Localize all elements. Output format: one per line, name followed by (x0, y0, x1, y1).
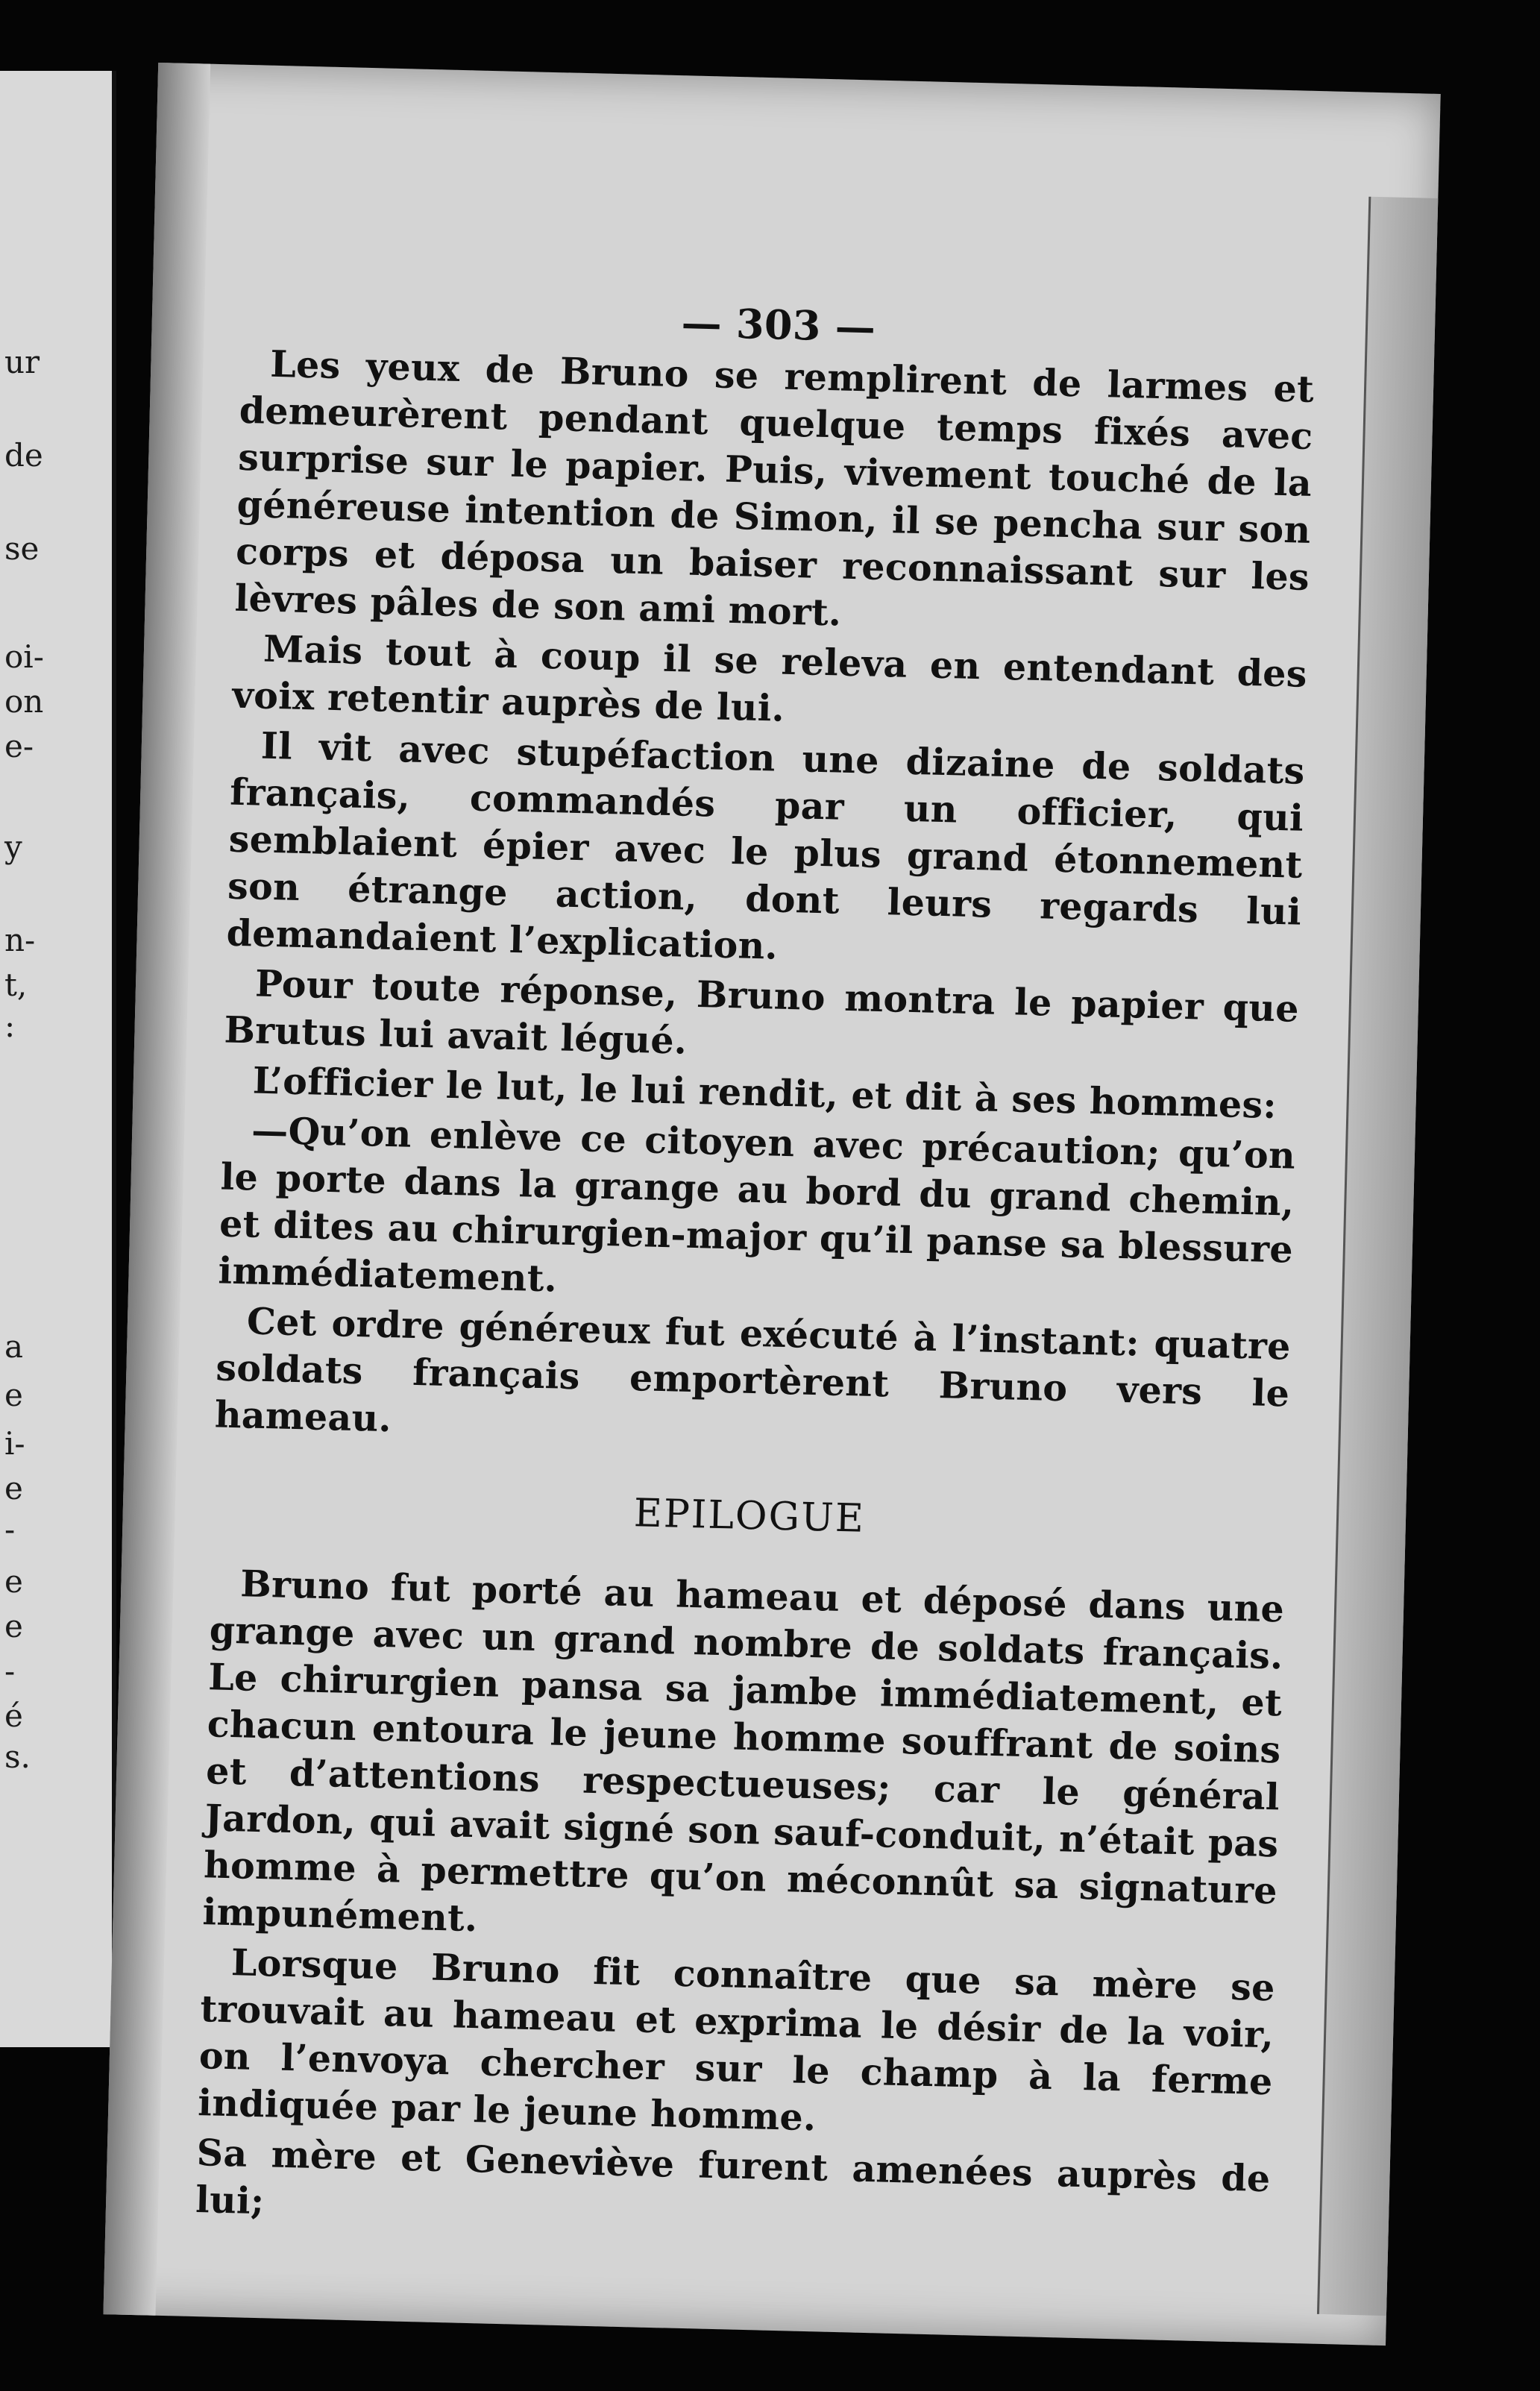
left-fragment: e (4, 1563, 23, 1600)
left-fragment: y (4, 829, 22, 865)
left-fragment: e- (4, 728, 34, 764)
left-fragment: : (4, 1008, 16, 1044)
left-fragment: oi- (4, 638, 44, 675)
left-fragment: se (4, 530, 40, 567)
page-edge (1317, 197, 1438, 2316)
page-gutter (103, 63, 210, 2316)
paragraph: Les yeux de Bruno se remplirent de larmes et demeurèrent pendant quelque temps fixés avec surprise sur le papier. Puis, vivement touché de la généreuse intention de Simon, il se pencha sur son corps et déposa un baiser reconnaissant sur les lèvres pâles de son ami mort. (234, 342, 1315, 635)
paragraph: Cet ordre généreux fut exécuté à l’instant: quatre soldats français emportèrent Bruno vers le hameau. (214, 1299, 1292, 1441)
left-fragment: é (4, 1697, 23, 1734)
left-fragment: s. (4, 1738, 31, 1775)
paragraph: Pour toute réponse, Bruno montra le papier que Brutus lui avait légué. (223, 961, 1300, 1063)
left-fragment: e (4, 1608, 23, 1644)
left-fragment: i- (4, 1425, 25, 1462)
left-fragment: - (4, 1511, 16, 1548)
left-fragment: n- (4, 922, 36, 958)
left-fragment: e (4, 1470, 23, 1506)
left-facing-page (0, 71, 116, 2047)
paragraph: Mais tout à coup il se releva en entendant des voix retentir auprès de lui. (231, 626, 1308, 730)
section-heading: EPILOGUE (633, 1491, 866, 1542)
book-page (103, 63, 1440, 2346)
left-fragment: on (4, 683, 44, 720)
paragraph: L’officier le lut, le lui rendit, et dit à ses hommes: (252, 1058, 1277, 1128)
left-fragment: t, (4, 967, 28, 1003)
dialogue-paragraph: —Qu’on enlève ce citoyen avec précaution; qu’on le porte dans la grange au bord du grand chemin, et dites au chirurgien-major qu’il panse sa blessure immédiatement. (218, 1108, 1296, 1301)
epilogue-paragraph: Lorsque Bruno fit connaître que sa mère se trouvait au hameau et exprima le désir de la voir, on l’envoya chercher sur le champ à la ferme indiquée par le jeune homme. (197, 1941, 1276, 2140)
page-number: — 303 — (680, 298, 876, 351)
left-fragment: de (4, 437, 43, 474)
paragraph: Il vit avec stupéfaction une dizaine de soldats français, commandés par un officier, qui semblaient épier avec le plus grand étonnement son étrange action, dont leurs regards lui demandaient l’explication. (226, 723, 1306, 968)
left-fragment: ur (4, 344, 40, 380)
left-fragment: e (4, 1377, 23, 1413)
left-fragment: - (4, 1653, 16, 1689)
epilogue-paragraph: Bruno fut porté au hameau et déposé dans une grange avec un grand nombre de soldats français. Le chirurgien pansa sa jambe immédiatement, et chacun entoura le jeune homme souffrant de soins et d’attentions respectueuses; car le général Jardon, qui avait signé son sauf-conduit, n’était pas homme à permettre qu’on méconnût sa signature impunément. (201, 1562, 1285, 1941)
epilogue-paragraph: Sa mère et Geneviève furent amenées auprès de lui; (195, 2131, 1272, 2223)
page-content (195, 289, 1316, 2252)
left-fragment: a (4, 1328, 24, 1365)
